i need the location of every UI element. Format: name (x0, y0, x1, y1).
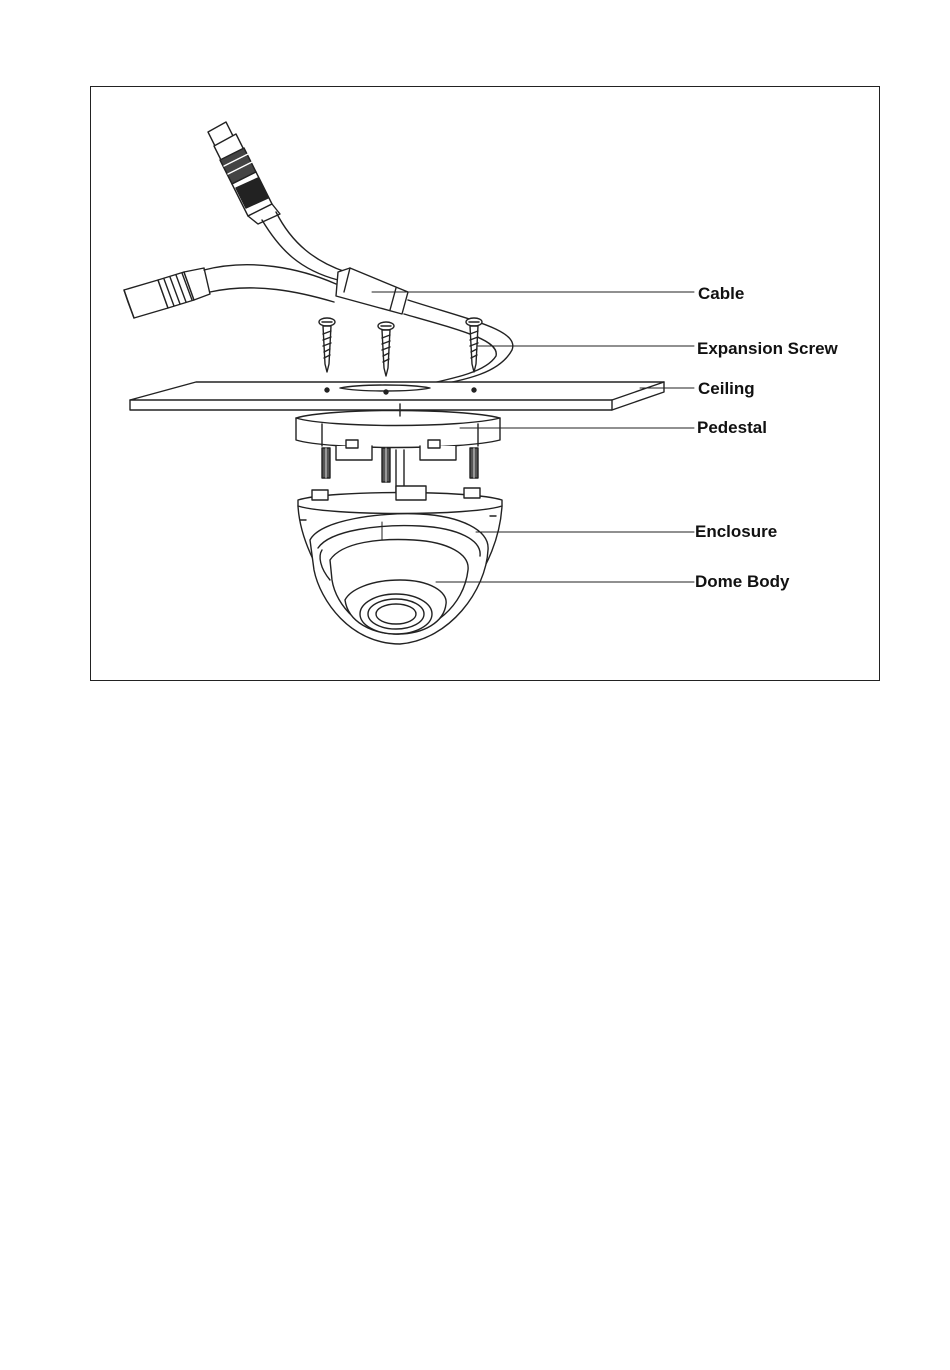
expansion-screw-left (319, 318, 335, 372)
cable-splitter (336, 268, 408, 314)
expansion-screws (319, 318, 482, 376)
expansion-screw-right (466, 318, 482, 372)
cable-assembly (124, 122, 513, 388)
ceiling-slab (130, 382, 664, 410)
label-pedestal: Pedestal (697, 418, 767, 437)
bnc-connector (208, 122, 280, 224)
label-enclosure: Enclosure (695, 522, 778, 541)
label-dome-body: Dome Body (695, 572, 790, 591)
label-cable: Cable (698, 284, 745, 303)
power-connector (124, 268, 210, 318)
label-expansion-screw: Expansion Screw (697, 339, 838, 358)
expansion-screw-middle (378, 322, 394, 376)
dome-body (310, 514, 488, 644)
label-ceiling: Ceiling (698, 379, 755, 398)
